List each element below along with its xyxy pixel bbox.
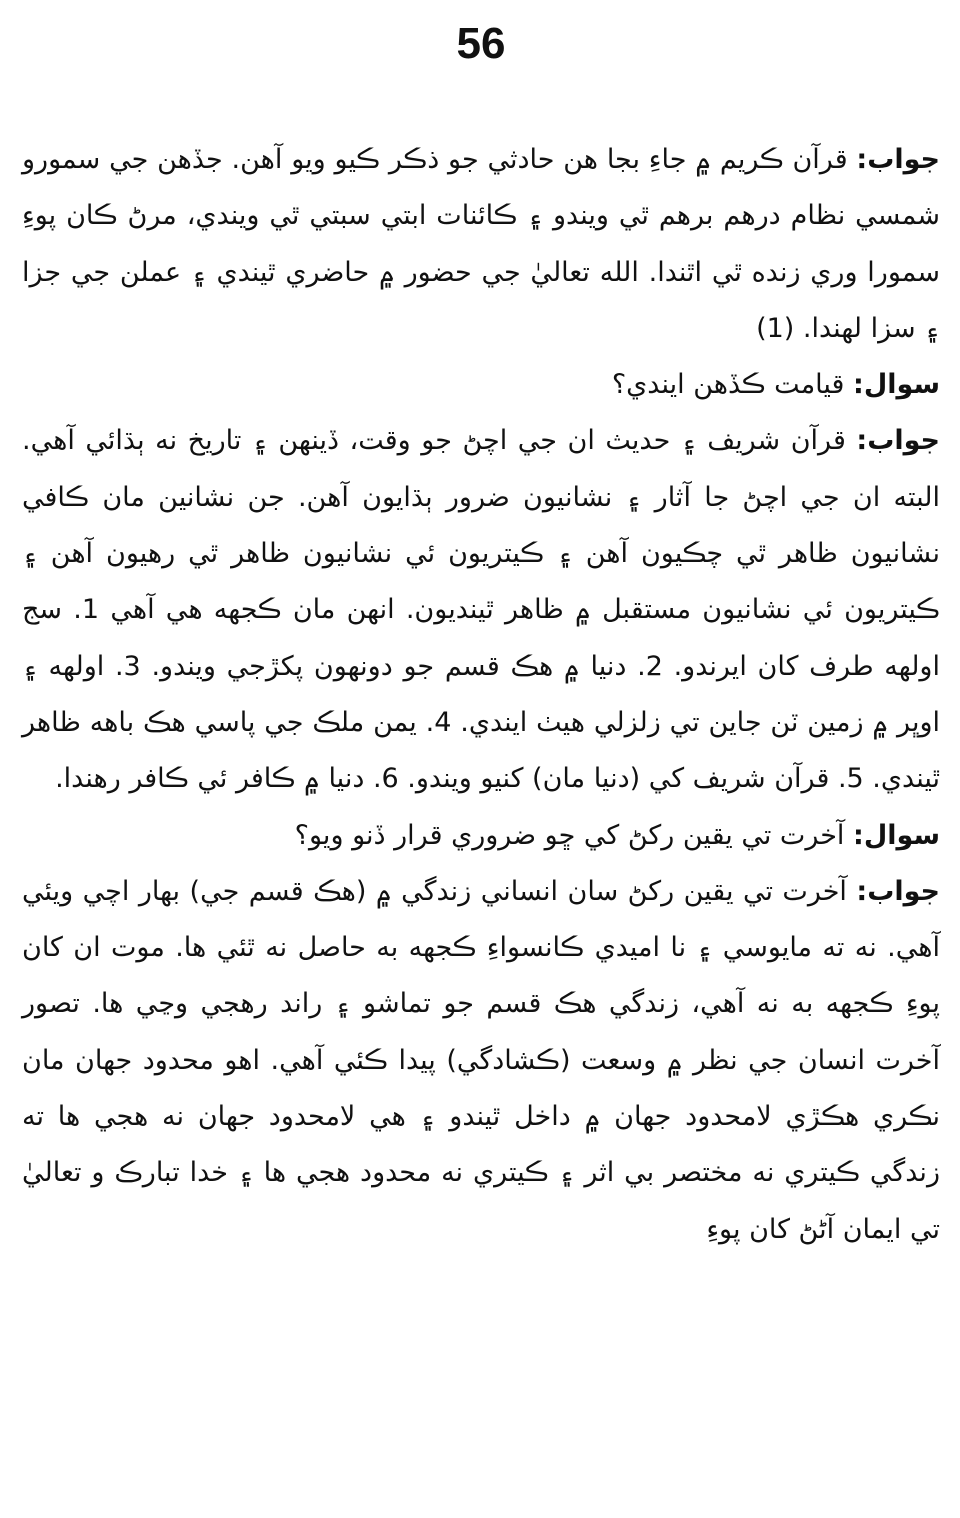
answer-label: جواب: [856,875,940,907]
paragraph-text: قرآن شريف ۽ حديث ان جي اچڻ جو وقت، ڏينهن ۽ تاريخ نه ٻڌائي آهي. البته ان جي اچڻ جا آثار ۽ نشانيون ضرور ٻڌايون آهن. جن نشانين مان ڪافي نشانيون ظاهر ٿي چڪيون آهن ۽ ڪيتريون ئي نشانيون ظاهر ٿي رهيون آهن ۽ ڪيتريون ئي نشانيون مستقبل ۾ ظاهر ٿينديون. انهن مان ڪجهه هي آهي 1. سج اولهه طرف کان ايرندو. 2. دنيا ۾ هڪ قسم جو دونهون پکڙجي ويندو. 3. اولهه ۽ اوڀر ۾ زمين ٽن جاين تي زلزلي هيٺ ايندي. 4. يمن ملڪ جي پاسي هڪ باهه ظاهر ٿيندي. 5. قرآن شريف کي (دنيا مان) کنيو ويندو. 6. دنيا ۾ ڪافر ئي ڪافر رهندا. [22,425,940,795]
question-paragraph [22,357,940,413]
answer-label: جواب: [856,144,940,175]
page-number: 56 [456,19,506,68]
answer-label: جواب: [856,425,940,457]
answer-paragraph [22,413,940,807]
question-paragraph [22,808,940,864]
question-label: سوال: [853,369,940,401]
paragraph-text: آخرت تي يقين رکڻ سان انساني زندگي ۾ (هڪ قسم جي) بهار اچي ويئي آهي. نه ته مايوسي ۽ نا اميدي ڪانسواءِ ڪجهه به حاصل نه ٿئي ها. موت ان کان پوءِ ڪجهه به نه آهي، زندگي هڪ قسم جو تماشو ۽ راند رهجي وڃي ها. تصور آخرت انسان جي نظر ۾ وسعت (ڪشادگي) پيدا ڪئي آهي. اهو محدود جهان مان نڪري هڪڙي لامحدود جهان ۾ داخل ٿيندو ۽ هي لامحدود جهان نه هجي ها ته زندگي ڪيتري نه مختصر بي اثر ۽ ڪيتري نه محدود هجي ها ۽ خدا تبارڪ و تعاليٰ تي ايمان آڻڻ کان پوءِ [22,875,940,1245]
answer-paragraph [22,864,940,1258]
paragraph-text: آخرت تي يقين رکڻ کي ڇو ضروري قرار ڏنو ويو؟ [294,819,854,851]
paragraph-text: قيامت ڪڏهن ايندي؟ [611,369,854,401]
book-page [22,0,940,1518]
page-body [22,132,940,1258]
answer-paragraph [22,132,940,357]
question-label: سوال: [853,819,940,851]
paragraph-text: قرآن ڪريم ۾ جاءِ بجا هن حادثي جو ذڪر ڪيو ويو آهن. جڏهن جي سمورو شمسي نظام درهم برهم ٿي ويندو ۽ ڪائنات ابتي سبتي ٿي ويندي، مرڻ ڪان پوءِ سمورا وري زنده ٿي اٿندا. الله تعاليٰ جي حضور ۾ حاضري ٿيندي ۽ عملن جي جزا ۽ سزا لهندا. (1) [22,144,940,344]
